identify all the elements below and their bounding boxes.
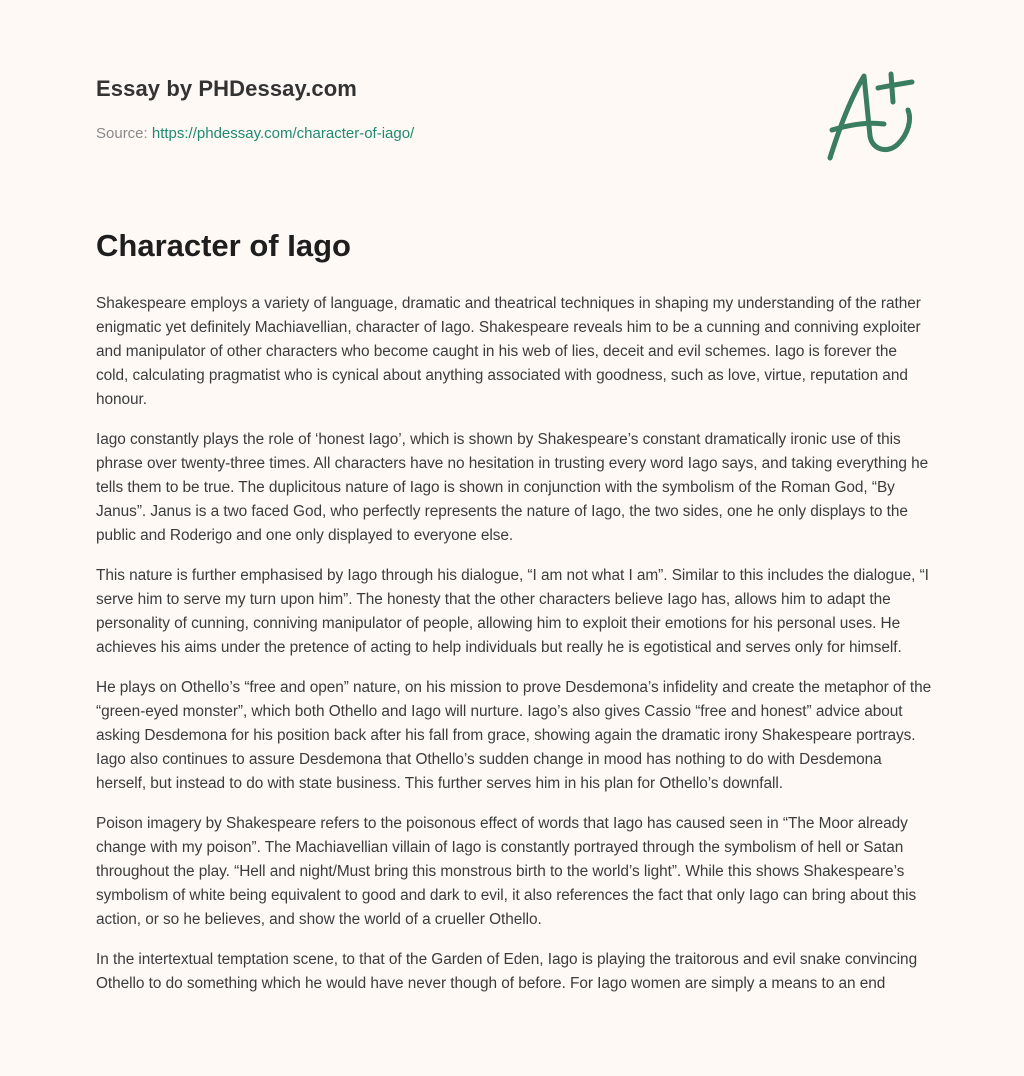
- page-header: [96, 74, 796, 144]
- source-label: Source:: [96, 125, 152, 142]
- essay-paragraph: This nature is further emphasised by Iago through his dialogue, “I am not what I am”. Similar to this includes the dialogue, “I serve him to serve my turn upon him”. The honesty that the other characters believe Iago has, allows him to adapt the personality of cunning, conniving manipulator of people, allowing him to exploit their emotions for his personal uses. He achieves his aims under the pretence of acting to help individuals but really he is egotistical and serves only for himself.: [96, 567, 929, 656]
- essay-title: Character of Iago: [96, 228, 351, 263]
- source-link[interactable]: https://phdessay.com/character-of-iago/: [151, 125, 415, 142]
- essay-paragraph: Poison imagery by Shakespeare refers to the poisonous effect of words that Iago has caused seen in “The Moor already change with my poison”. The Machiavellian villain of Iago is constantly portrayed through the symbolism of hell or Satan throughout the play. “Hell and night/Must bring this monstrous birth to the world’s light”. While this shows Shakespeare’s symbolism of white being equivalent to good and dark to evil, it also references the fact that only Iago can bring about this action, or so he believes, and show the world of a crueller Othello.: [96, 815, 917, 928]
- essay-content: [96, 226, 932, 1012]
- essay-paragraph: Shakespeare employs a variety of language, dramatic and theatrical techniques in shaping my understanding of the rather enigmatic yet definitely Machiavellian, character of Iago. Shakespeare reveals him to be a cunning and conniving exploiter and manipulator of other characters who become caught in his web of lies, deceit and evil schemes. Iago is forever the cold, calculating pragmatist who is cynical about anything associated with goodness, such as love, virtue, reputation and honour.: [96, 295, 921, 408]
- source-line: [96, 124, 796, 144]
- site-title: Essay by PHDessay.com: [96, 76, 357, 101]
- essay-paragraph: Iago constantly plays the role of ‘honest Iago’, which is shown by Shakespeare’s constant dramatically ironic use of this phrase over twenty-three times. All characters have no hesitation in trusting every word Iago says, and taking everything he tells them to be true. The duplicitous nature of Iago is shown in conjunction with the symbolism of the Roman God, “By Janus”. Janus is a two faced God, who perfectly represents the nature of Iago, the two sides, one he only displays to the public and Roderigo and one only displayed to everyone else.: [96, 431, 929, 544]
- essay-paragraph: He plays on Othello’s “free and open” nature, on his mission to prove Desdemona’s infidelity and create the metaphor of the “green-eyed monster”, which both Othello and Iago will nurture. Iago’s also gives Cassio “free and honest” advice about asking Desdemona for his position back after his fall from grace, showing again the dramatic irony Shakespeare portrays. Iago also continues to assure Desdemona that Othello’s sudden change in mood has nothing to do with Desdemona herself, but instead to do with state business. This further serves him in his plan for Othello’s downfall.: [96, 679, 932, 792]
- a-plus-grade-icon: [822, 66, 932, 166]
- essay-paragraph: In the intertextual temptation scene, to that of the Garden of Eden, Iago is playing the traitorous and evil snake convincing Othello to do something which he would have never though of before. For Iago women are simply a means to an end: [96, 951, 918, 992]
